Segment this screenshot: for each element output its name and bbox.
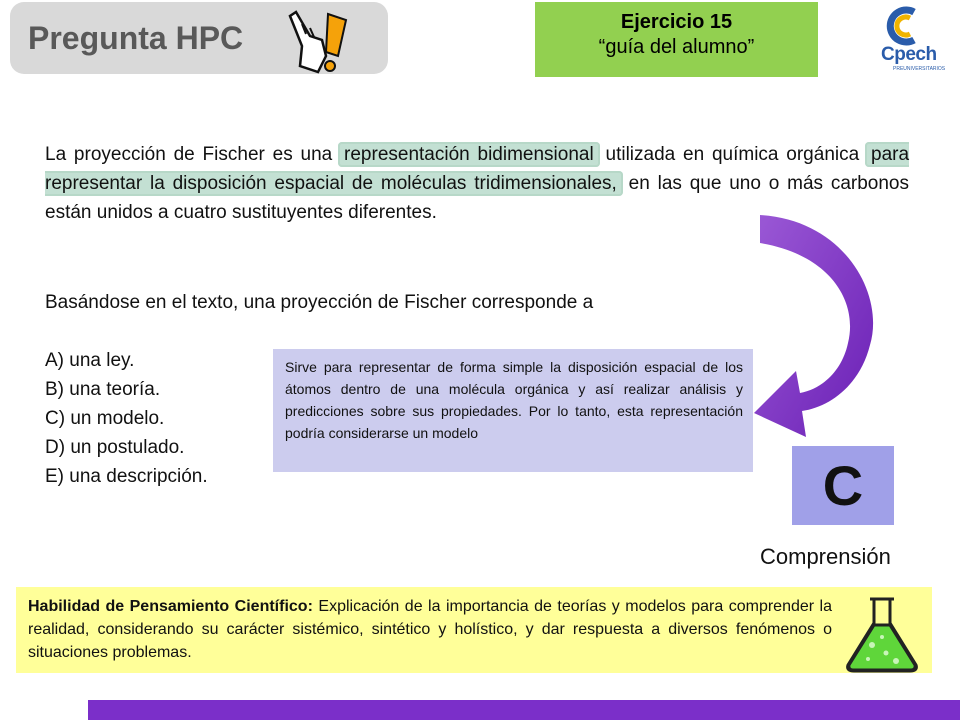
- exercise-subtitle: “guía del alumno”: [598, 36, 755, 58]
- exercise-box: [535, 2, 818, 77]
- passage-highlight-2: para representar la disposición espacial de moléculas tridimensionales,: [45, 144, 910, 194]
- skill-level: Comprensión: [760, 544, 891, 569]
- passage-highlight-1: representación bidimensional: [338, 142, 600, 167]
- passage-part3: en las que uno o más carbonos están unidos a cuatro sustituyentes diferentes.: [45, 173, 909, 223]
- curved-arrow-icon: [750, 185, 890, 445]
- pointing-hand-icon: [282, 6, 354, 76]
- option-c: C) un modelo.: [45, 408, 165, 429]
- bottom-bar: [88, 700, 960, 720]
- question-text: Basándose en el texto, una proyección de Fischer corresponde a: [45, 292, 594, 313]
- explanation-box: Sirve para representar de forma simple la disposición espacial de los átomos dentro de una molécula orgánica y así realizar análisis y predicciones sobre sus propiedades. Por lo tanto, esta representación podría considerarse un modelo: [273, 349, 753, 472]
- skill-box: [16, 587, 932, 673]
- hpc-title: Pregunta HPC: [28, 20, 244, 56]
- passage-part2: utilizada en química orgánica: [605, 144, 860, 165]
- option-e: E) una descripción.: [45, 466, 208, 487]
- flask-icon: [842, 593, 922, 675]
- skill-label: Habilidad de Pensamiento Científico:: [28, 598, 313, 615]
- logo-tagline: PREUNIVERSITARIOS: [893, 66, 946, 72]
- answer-box: C: [792, 446, 894, 525]
- exercise-title: Ejercicio 15: [620, 11, 733, 33]
- option-b: B) una teoría.: [45, 379, 161, 400]
- skill-text: Explicación de la importancia de teorías y modelos para comprender la realidad, considerando su carácter sistémico, sintético y holístico, y dar respuesta a diversos fenómenos o situaciones problemas.: [28, 598, 833, 661]
- option-d: D) un postulado.: [45, 437, 185, 458]
- cpech-logo-icon: [876, 4, 932, 46]
- answer-options: [45, 346, 208, 491]
- passage-part1: La proyección de Fischer es una: [45, 144, 333, 165]
- option-a: A) una ley.: [45, 350, 135, 371]
- warning-exclamation-icon: [325, 14, 346, 71]
- logo-text: Cpech: [881, 44, 937, 65]
